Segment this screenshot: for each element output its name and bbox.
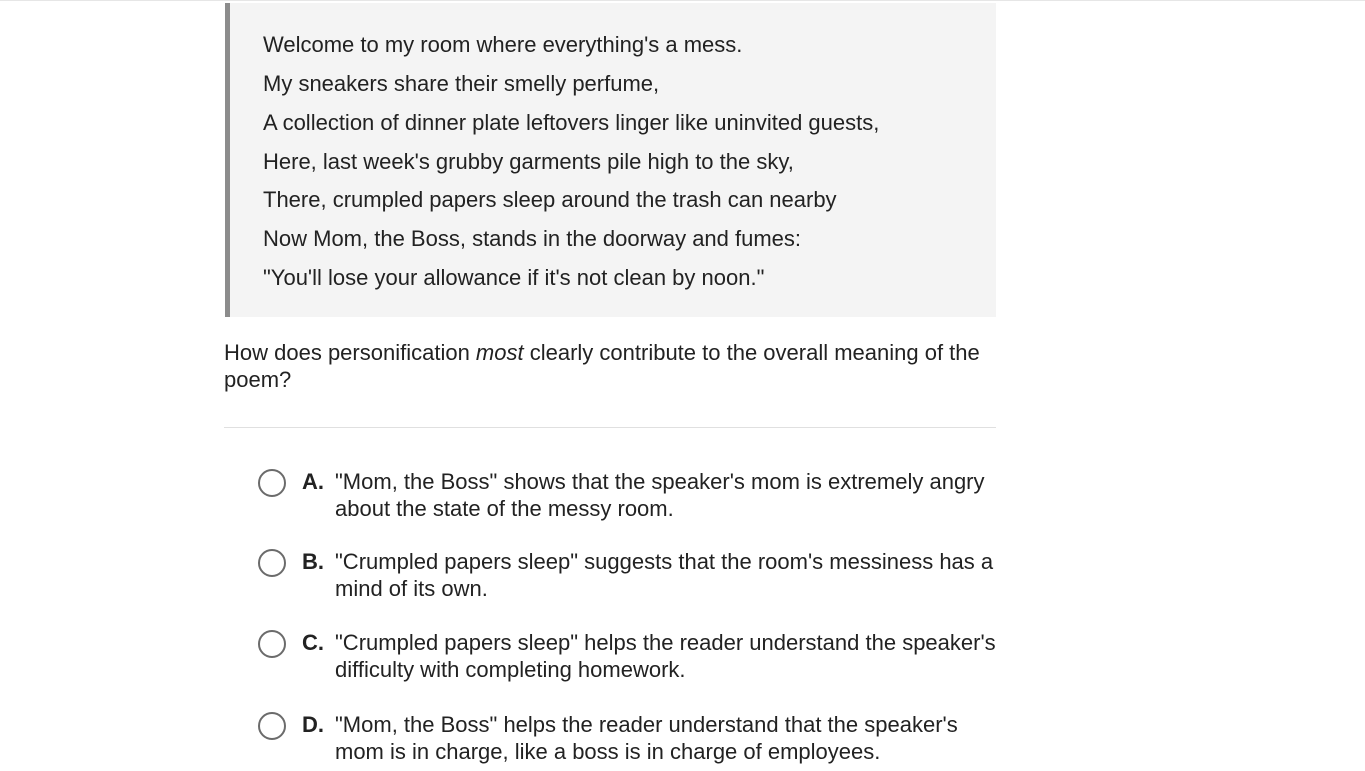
question-text-before: How does personification: [224, 340, 476, 365]
answer-option-d[interactable]: [258, 711, 998, 771]
option-text-a: "Mom, the Boss" shows that the speaker's mom is extremely angry about the state of the messy room.: [335, 469, 985, 521]
option-text-b: "Crumpled papers sleep" suggests that the room's messiness has a mind of its own.: [335, 549, 994, 601]
question-emphasis: most: [475, 340, 524, 365]
answer-option-c[interactable]: [258, 629, 998, 689]
radio-button-b[interactable]: [258, 549, 286, 577]
answer-option-a[interactable]: [258, 468, 998, 528]
answer-option-b[interactable]: [258, 548, 998, 608]
poem-line-3: A collection of dinner plate leftovers linger like uninvited guests,: [263, 110, 880, 135]
option-text-c: "Crumpled papers sleep" helps the reader understand the speaker's difficulty with completing homework.: [335, 630, 996, 682]
question-divider: [224, 427, 996, 428]
poem-line-4: Here, last week's grubby garments pile high to the sky,: [263, 149, 794, 174]
poem-line-6: Now Mom, the Boss, stands in the doorway and fumes:: [263, 226, 802, 251]
radio-button-d[interactable]: [258, 712, 286, 740]
poem-line-5: There, crumpled papers sleep around the trash can nearby: [263, 187, 837, 212]
option-letter-c: C.: [302, 630, 324, 655]
top-divider: [0, 0, 1365, 1]
poem-line-1: Welcome to my room where everything's a mess.: [263, 32, 743, 57]
option-letter-b: B.: [302, 549, 324, 574]
poem-line-7: "You'll lose your allowance if it's not clean by noon.": [263, 265, 765, 290]
question-prompt: [224, 339, 996, 393]
poem-passage: [225, 3, 996, 317]
radio-button-c[interactable]: [258, 630, 286, 658]
option-letter-a: A.: [302, 469, 324, 494]
option-text-d: "Mom, the Boss" helps the reader understand that the speaker's mom is in charge, like a boss is in charge of employees.: [335, 712, 958, 764]
question-text-after: clearly contribute to the overall meaning of the poem?: [224, 340, 980, 392]
poem-line-2: My sneakers share their smelly perfume,: [263, 71, 660, 96]
option-letter-d: D.: [302, 712, 324, 737]
radio-button-a[interactable]: [258, 469, 286, 497]
